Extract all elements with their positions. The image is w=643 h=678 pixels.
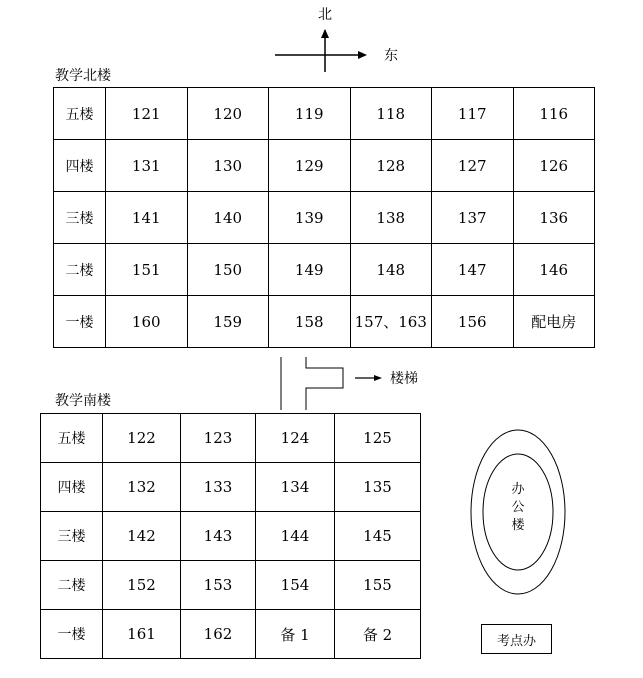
north-building-room-cell: 147	[432, 244, 514, 296]
north-building-room-cell: 119	[269, 88, 351, 140]
north-building-room-cell: 116	[513, 88, 595, 140]
south-building-room-cell: 162	[181, 610, 256, 659]
compass-north-arrowhead	[321, 29, 329, 38]
south-building-floor-label: 五楼	[41, 414, 103, 463]
north-building-room-cell: 149	[269, 244, 351, 296]
south-building-floor-row	[41, 463, 421, 512]
south-building-room-cell: 122	[103, 414, 181, 463]
north-building-room-cell: 131	[106, 140, 188, 192]
south-building-floor-label: 三楼	[41, 512, 103, 561]
south-building-room-cell: 124	[256, 414, 335, 463]
north-building-room-cell: 150	[187, 244, 269, 296]
south-building-floor-label: 一楼	[41, 610, 103, 659]
north-building-room-cell: 136	[513, 192, 595, 244]
south-building-room-cell: 152	[103, 561, 181, 610]
south-building-floor-row	[41, 414, 421, 463]
north-building-floor-row	[54, 140, 595, 192]
north-building-floor-row	[54, 296, 595, 348]
north-building-room-cell: 137	[432, 192, 514, 244]
north-building-room-cell: 120	[187, 88, 269, 140]
south-building-room-cell: 备 1	[256, 610, 335, 659]
north-building-room-cell: 129	[269, 140, 351, 192]
south-building-room-cell: 144	[256, 512, 335, 561]
south-building-room-cell: 154	[256, 561, 335, 610]
south-building-title: 教学南楼	[55, 393, 111, 409]
north-building-floor-row	[54, 192, 595, 244]
north-building-room-cell: 140	[187, 192, 269, 244]
north-building-room-cell: 139	[269, 192, 351, 244]
office-building-char: 公	[511, 500, 525, 515]
south-building-room-cell: 145	[335, 512, 421, 561]
south-building-floor-label: 四楼	[41, 463, 103, 512]
south-building-room-cell: 134	[256, 463, 335, 512]
north-building-table	[53, 87, 595, 348]
north-building-room-cell: 128	[350, 140, 432, 192]
compass-north-label: 北	[318, 7, 332, 23]
stairs-label: 楼梯	[390, 371, 418, 387]
office-building-char: 楼	[511, 518, 525, 533]
south-building-floor-row	[41, 561, 421, 610]
stairs-outline	[306, 357, 343, 410]
office-building-char: 办	[511, 482, 525, 497]
north-building-room-cell: 126	[513, 140, 595, 192]
office-building-label	[508, 481, 528, 535]
north-building-room-cell: 127	[432, 140, 514, 192]
north-building-room-cell: 121	[106, 88, 188, 140]
north-building-room-cell: 146	[513, 244, 595, 296]
south-building-room-cell: 155	[335, 561, 421, 610]
north-building-room-cell: 138	[350, 192, 432, 244]
south-building-room-cell: 161	[103, 610, 181, 659]
north-building-room-cell: 配电房	[513, 296, 595, 348]
south-building-room-cell: 153	[181, 561, 256, 610]
north-building-floor-row	[54, 244, 595, 296]
south-building-room-cell: 132	[103, 463, 181, 512]
north-building-room-cell: 130	[187, 140, 269, 192]
north-building-title: 教学北楼	[55, 68, 111, 84]
south-building-room-cell: 备 2	[335, 610, 421, 659]
south-building-floor-label: 二楼	[41, 561, 103, 610]
north-building-floor-label: 三楼	[54, 192, 106, 244]
south-building-room-cell: 123	[181, 414, 256, 463]
compass-east-arrowhead	[358, 51, 367, 59]
north-building-room-cell: 158	[269, 296, 351, 348]
north-building-floor-row	[54, 88, 595, 140]
north-building-room-cell: 151	[106, 244, 188, 296]
north-building-room-cell: 117	[432, 88, 514, 140]
south-building-floor-row	[41, 512, 421, 561]
north-building-floor-label: 五楼	[54, 88, 106, 140]
north-building-floor-label: 一楼	[54, 296, 106, 348]
north-building-room-cell: 148	[350, 244, 432, 296]
north-building-room-cell: 156	[432, 296, 514, 348]
north-building-room-cell: 141	[106, 192, 188, 244]
north-building-room-cell: 157、163	[350, 296, 432, 348]
north-building-room-cell: 159	[187, 296, 269, 348]
north-building-floor-label: 二楼	[54, 244, 106, 296]
north-building-room-cell: 118	[350, 88, 432, 140]
south-building-room-cell: 143	[181, 512, 256, 561]
south-building-floor-row	[41, 610, 421, 659]
south-building-room-cell: 125	[335, 414, 421, 463]
compass-east-label: 东	[384, 48, 398, 64]
north-building-room-cell: 160	[106, 296, 188, 348]
south-building-table	[40, 413, 421, 659]
north-building-floor-label: 四楼	[54, 140, 106, 192]
south-building-room-cell: 135	[335, 463, 421, 512]
south-building-room-cell: 133	[181, 463, 256, 512]
south-building-room-cell: 142	[103, 512, 181, 561]
stairs-arrowhead	[374, 375, 382, 381]
exam-office-box: 考点办	[481, 624, 552, 654]
